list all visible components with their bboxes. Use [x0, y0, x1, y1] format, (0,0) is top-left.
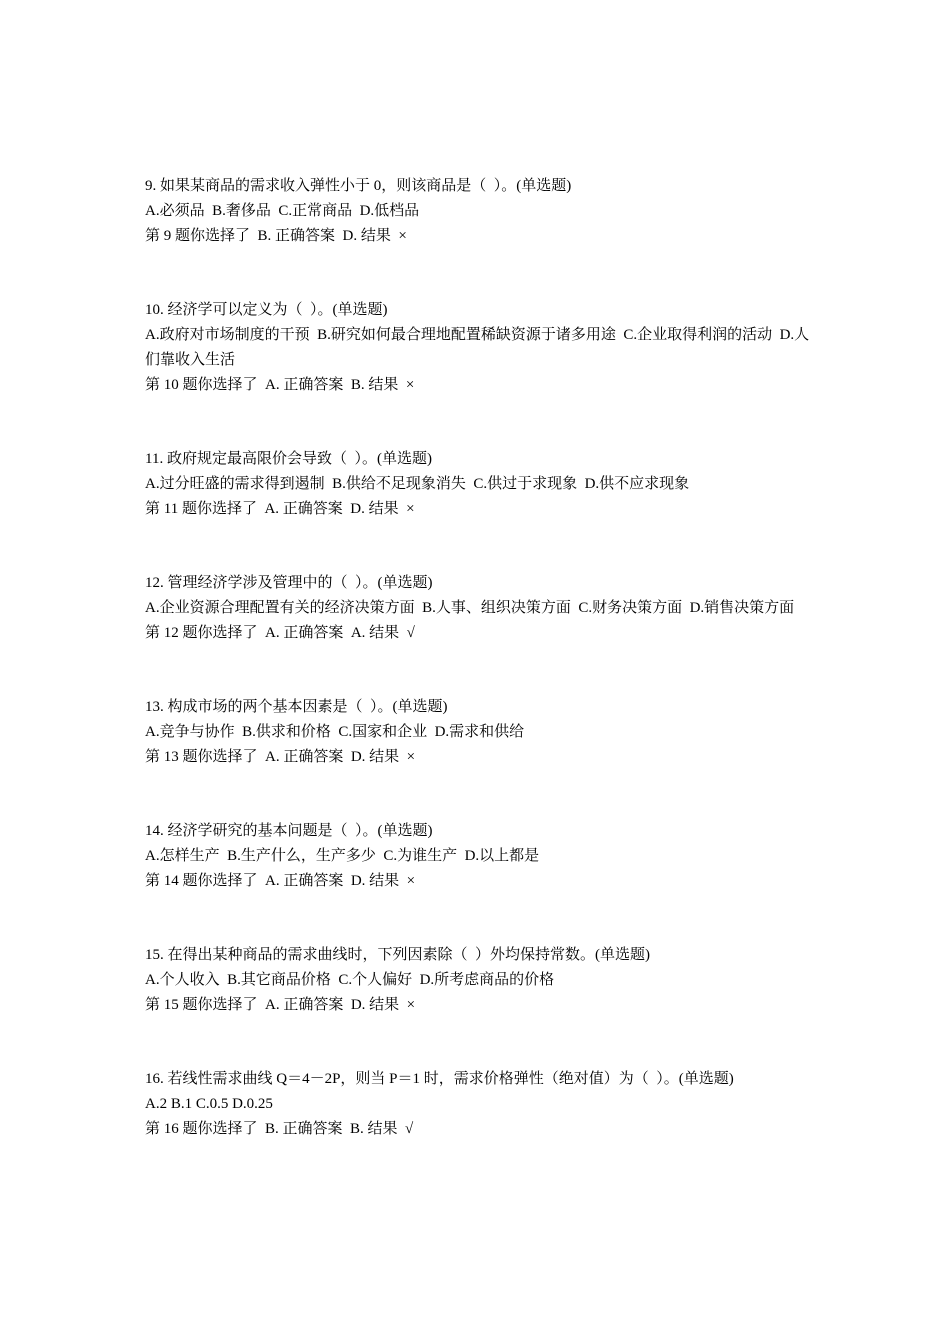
question-options: A.怎样生产 B.生产什么，生产多少 C.为谁生产 D.以上都是 [145, 848, 540, 864]
question-11 [145, 447, 810, 522]
question-10 [145, 298, 810, 398]
question-result: 第 9 题你选择了 B. 正确答案 D. 结果 × [145, 228, 407, 244]
question-stem: 14. 经济学研究的基本问题是（ ）。(单选题) [145, 823, 433, 839]
question-stem: 12. 管理经济学涉及管理中的（ ）。(单选题) [145, 575, 433, 591]
question-13 [145, 695, 810, 770]
question-12 [145, 571, 810, 646]
question-options: A.过分旺盛的需求得到遏制 B.供给不足现象消失 C.供过于求现象 D.供不应求现象 [145, 476, 690, 492]
question-stem: 15. 在得出某种商品的需求曲线时，下列因素除（ ）外均保持常数。(单选题) [145, 947, 650, 963]
question-options: A.企业资源合理配置有关的经济决策方面 B.人事、组织决策方面 C.财务决策方面 D.销售决策方面 [145, 600, 795, 616]
question-result: 第 14 题你选择了 A. 正确答案 D. 结果 × [145, 873, 416, 889]
question-options: A.个人收入 B.其它商品价格 C.个人偏好 D.所考虑商品的价格 [145, 972, 555, 988]
question-result: 第 10 题你选择了 A. 正确答案 B. 结果 × [145, 377, 415, 393]
question-16 [145, 1067, 810, 1142]
question-stem: 10. 经济学可以定义为（ ）。(单选题) [145, 302, 388, 318]
question-9 [145, 174, 810, 249]
question-stem: 13. 构成市场的两个基本因素是（ ）。(单选题) [145, 699, 448, 715]
question-list [145, 174, 810, 1191]
question-result: 第 13 题你选择了 A. 正确答案 D. 结果 × [145, 749, 416, 765]
question-stem: 11. 政府规定最高限价会导致（ ）。(单选题) [145, 451, 432, 467]
question-stem: 16. 若线性需求曲线 Q＝4－2P，则当 P＝1 时，需求价格弹性（绝对值）为（ ）。(单选题) [145, 1071, 734, 1087]
question-stem: 9. 如果某商品的需求收入弹性小于 0，则该商品是（ ）。(单选题) [145, 178, 572, 194]
question-result: 第 12 题你选择了 A. 正确答案 A. 结果 √ [145, 625, 415, 641]
question-options: A.必须品 B.奢侈品 C.正常商品 D.低档品 [145, 203, 420, 219]
question-options: A.2 B.1 C.0.5 D.0.25 [145, 1096, 273, 1112]
question-result: 第 16 题你选择了 B. 正确答案 B. 结果 √ [145, 1121, 414, 1137]
question-options: A.政府对市场制度的干预 B.研究如何最合理地配置稀缺资源于诸多用途 C.企业取得利润的活动 D.人们靠收入生活 [145, 327, 810, 368]
question-15 [145, 943, 810, 1018]
question-result: 第 15 题你选择了 A. 正确答案 D. 结果 × [145, 997, 416, 1013]
question-options: A.竞争与协作 B.供求和价格 C.国家和企业 D.需求和供给 [145, 724, 525, 740]
question-result: 第 11 题你选择了 A. 正确答案 D. 结果 × [145, 501, 415, 517]
question-14 [145, 819, 810, 894]
